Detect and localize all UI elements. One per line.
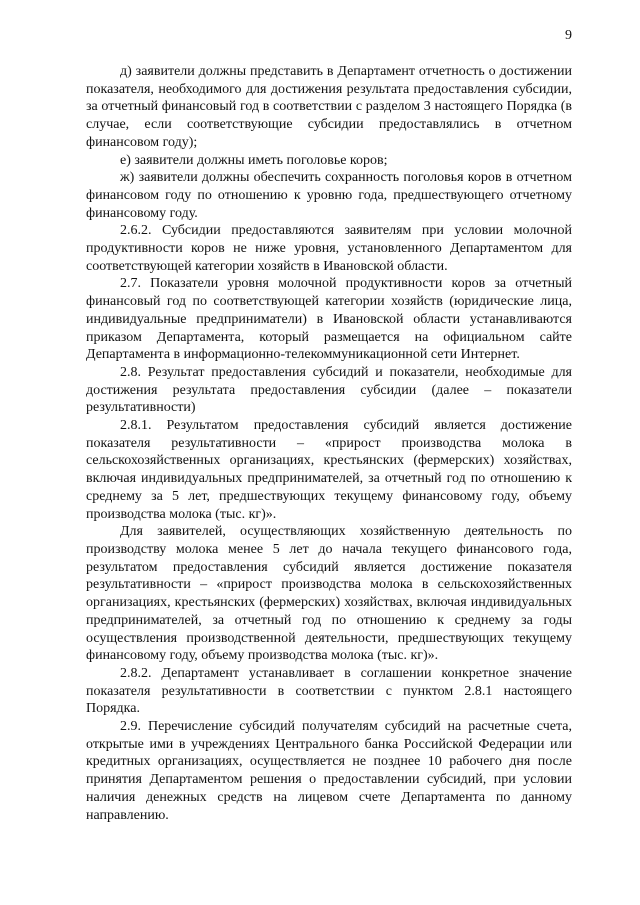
paragraph-requirement-zh: ж) заявители должны обеспечить сохранность поголовья коров в отчетном финансовом году по отношению к уровню года, предшествующего отчетному финансовому году. (86, 170, 572, 221)
document-body (86, 63, 572, 824)
paragraph-2-8-1: 2.8.1. Результатом предоставления субсидий является достижение показателя результативности – «прирост производства молока в сельскохозяйственных организациях, крестьянских (фермерских) хозяйствах, включая индивидуальных предпринимателей, за отчетный год по отношению к среднему за 5 лет, предшествующих текущему финансовому году, объему производства молока (тыс. кг)». (86, 418, 572, 522)
page-number: 9 (565, 28, 572, 43)
paragraph-requirement-e: е) заявители должны иметь поголовье коров; (120, 152, 388, 168)
paragraph-2-6-2: 2.6.2. Субсидии предоставляются заявителям при условии молочной продуктивности коров не ниже уровня, установленного Департаментом для соответствующей категории хозяйств в Ивановской области. (86, 223, 572, 274)
paragraph-2-8-2: 2.8.2. Департамент устанавливает в соглашении конкретное значение показателя результативности в соответствии с пунктом 2.8.1 настоящего Порядка. (86, 665, 572, 717)
paragraph-2-9: 2.9. Перечисление субсидий получателям субсидий на расчетные счета, открытые ими в учреждениях Центрального банка Российской Федерации или кредитных организациях, осуществляется не позднее 10 рабочего дня после принятия Департаментом решения о предоставлении субсидий, при условии наличия денежных средств на лицевом счете Департамента по данному направлению. (86, 719, 572, 823)
paragraph-new-applicants: Для заявителей, осуществляющих хозяйственную деятельность по производству молока менее 5 лет до начала текущего финансового года, результатом предоставления субсидий является достижение показателя результативности – «прирост производства молока в сельскохозяйственных организациях, крестьянских (фермерских) хозяйствах, включая индивидуальных предпринимателей, за отчетный год по отношению к среднему за годы осуществления производственной деятельности, предшествующих текущему финансовому году, объему производства молока (тыс. кг)». (86, 524, 572, 664)
paragraph-2-7: 2.7. Показатели уровня молочной продуктивности коров за отчетный финансовый год по соответствующей категории хозяйств (юридические лица, индивидуальные предприниматели) в Ивановской области устанавливаются приказом Департамента, который размещается на официальном сайте Департамента в информационно-телекоммуникационной сети Интернет. (86, 276, 572, 363)
paragraph-requirement-d: д) заявители должны представить в Департамент отчетность о достижении показателя, необходимого для достижения результата предоставления субсидии, за отчетный финансовый год в соответствии с разделом 3 настоящего Порядка (в случае, если соответствующие субсидии предоставлялись в отчетном финансовом году); (86, 64, 572, 150)
paragraph-2-8: 2.8. Результат предоставления субсидий и показатели, необходимые для достижения результата предоставления субсидии (далее – показатели результативности) (86, 364, 572, 416)
